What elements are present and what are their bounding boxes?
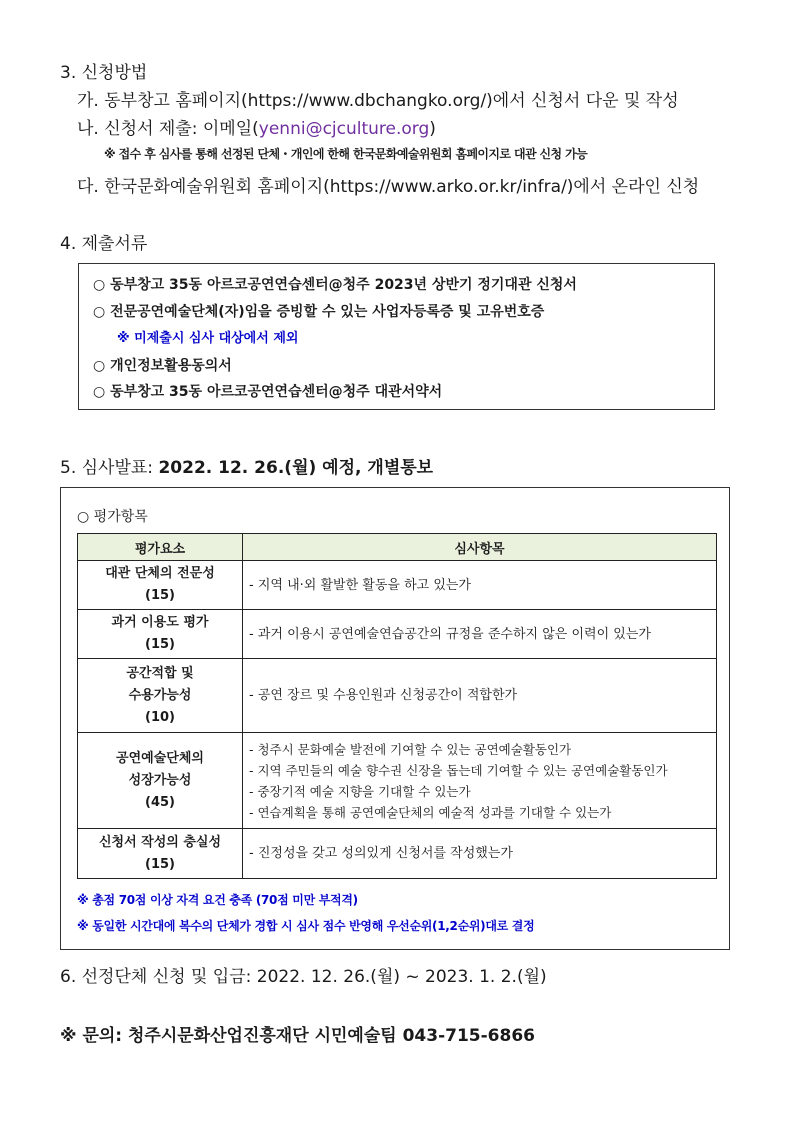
review-item: - 지역 주민들의 예술 향수권 신장을 돕는데 기여할 수 있는 공연예술활동인가: [249, 762, 668, 778]
criterion-cell: [78, 733, 243, 829]
table-row: [78, 659, 717, 733]
criterion-name: 과거 이용도 평가: [111, 615, 209, 630]
document-item: ○ 전문공연예술단체(자)임을 증빙할 수 있는 사업자등록증 및 고유번호증: [93, 304, 545, 320]
document-note: ※ 미제출시 심사 대상에서 제외: [117, 331, 299, 346]
review-item: - 중장기적 예술 지향을 기대할 수 있는가: [249, 783, 471, 799]
criterion-points: (10): [145, 709, 175, 725]
criterion-name: 대관 단체의 전문성: [105, 566, 215, 581]
eval-footnote: ※ 총점 70점 이상 자격 요건 충족 (70점 미만 부적격): [77, 893, 358, 907]
review-cell: [243, 561, 717, 610]
criterion-cell: [78, 829, 243, 879]
evaluation-table: [77, 533, 717, 879]
document-item: ○ 개인정보활용동의서: [93, 358, 232, 374]
table-row: [78, 829, 717, 879]
review-item: - 지역 내·외 활발한 활동을 하고 있는가: [249, 577, 471, 593]
method-na-prefix: 나. 신청서 제출: 이메일(: [77, 119, 259, 139]
criterion-cell: [78, 659, 243, 733]
criterion-name-2: 성장가능성: [128, 772, 192, 788]
criterion-name: 공연예술단체의: [116, 750, 204, 766]
criterion-name: 신청서 작성의 충실성: [98, 834, 222, 850]
eval-title: ○ 평가항목: [77, 509, 148, 525]
criterion-cell: [78, 561, 243, 610]
section-3-heading: 3. 신청방법: [60, 63, 148, 83]
criterion-name: 공간적합 및: [126, 665, 194, 681]
review-cell: [243, 610, 717, 659]
table-row: [78, 733, 717, 829]
criterion-points: (15): [145, 856, 175, 872]
criterion-points: (45): [145, 794, 175, 810]
review-item: - 공연 장르 및 수용인원과 신청공간이 적합한가: [249, 688, 518, 703]
review-item: - 진정성을 갖고 성의있게 신청서를 작성했는가: [249, 846, 513, 861]
review-cell: [243, 829, 717, 879]
review-cell: [243, 659, 717, 733]
method-na-suffix: ): [429, 119, 436, 139]
review-item: - 연습계획을 통해 공연예술단체의 예술적 성과를 기대할 수 있는가: [249, 804, 612, 820]
criterion-cell: [78, 610, 243, 659]
document-item: ○ 동부창고 35동 아르코공연연습센터@청주 2023년 상반기 정기대관 신청서: [93, 277, 577, 293]
section-5-label: 5. 심사발표:: [60, 458, 159, 478]
criterion-points: (15): [145, 588, 175, 603]
method-ga: 가. 동부창고 홈페이지(https://www.dbchangko.org/)에서 신청서 다운 및 작성: [77, 91, 679, 111]
document-item: ○ 동부창고 35동 아르코공연연습센터@청주 대관서약서: [93, 384, 443, 400]
method-note: ※ 접수 후 심사를 통해 선정된 단체・개인에 한해 한국문화예술위원회 홈페이지로 대관 신청 가능: [104, 147, 588, 161]
section-5-date: 2022. 12. 26.(월) 예정, 개별통보: [158, 458, 434, 478]
email-link[interactable]: yenni@cjculture.org: [258, 119, 430, 139]
section-6: 6. 선정단체 신청 및 입금: 2022. 12. 26.(월) ~ 2023. 1. 2.(월): [60, 967, 547, 987]
criterion-points: (15): [145, 637, 175, 652]
method-na: [77, 114, 436, 139]
section-5-heading: [60, 453, 433, 478]
header-val: 심사항목: [243, 534, 717, 561]
eval-footnote: ※ 동일한 시간대에 복수의 단체가 경합 시 심사 점수 반영해 우선순위(1,2순위)대로 결정: [77, 919, 535, 933]
contact-line: ※ 문의: 청주시문화산업진흥재단 시민예술팀 043-715-6866: [60, 1026, 535, 1046]
method-da: 다. 한국문화예술위원회 홈페이지(https://www.arko.or.kr/infra/)에서 온라인 신청: [77, 177, 700, 197]
review-item: - 과거 이용시 공연예술연습공간의 규정을 준수하지 않은 이력이 있는가: [249, 626, 651, 642]
criterion-name-2: 수용가능성: [128, 687, 192, 703]
header-key: 평가요소: [78, 534, 243, 561]
documents-box: [78, 263, 715, 410]
section-4-heading: 4. 제출서류: [60, 234, 148, 254]
review-cell: [243, 733, 717, 829]
review-item: - 청주시 문화예술 발전에 기여할 수 있는 공연예술활동인가: [249, 741, 572, 757]
table-row: [78, 561, 717, 610]
table-header-row: [78, 534, 717, 561]
table-row: [78, 610, 717, 659]
